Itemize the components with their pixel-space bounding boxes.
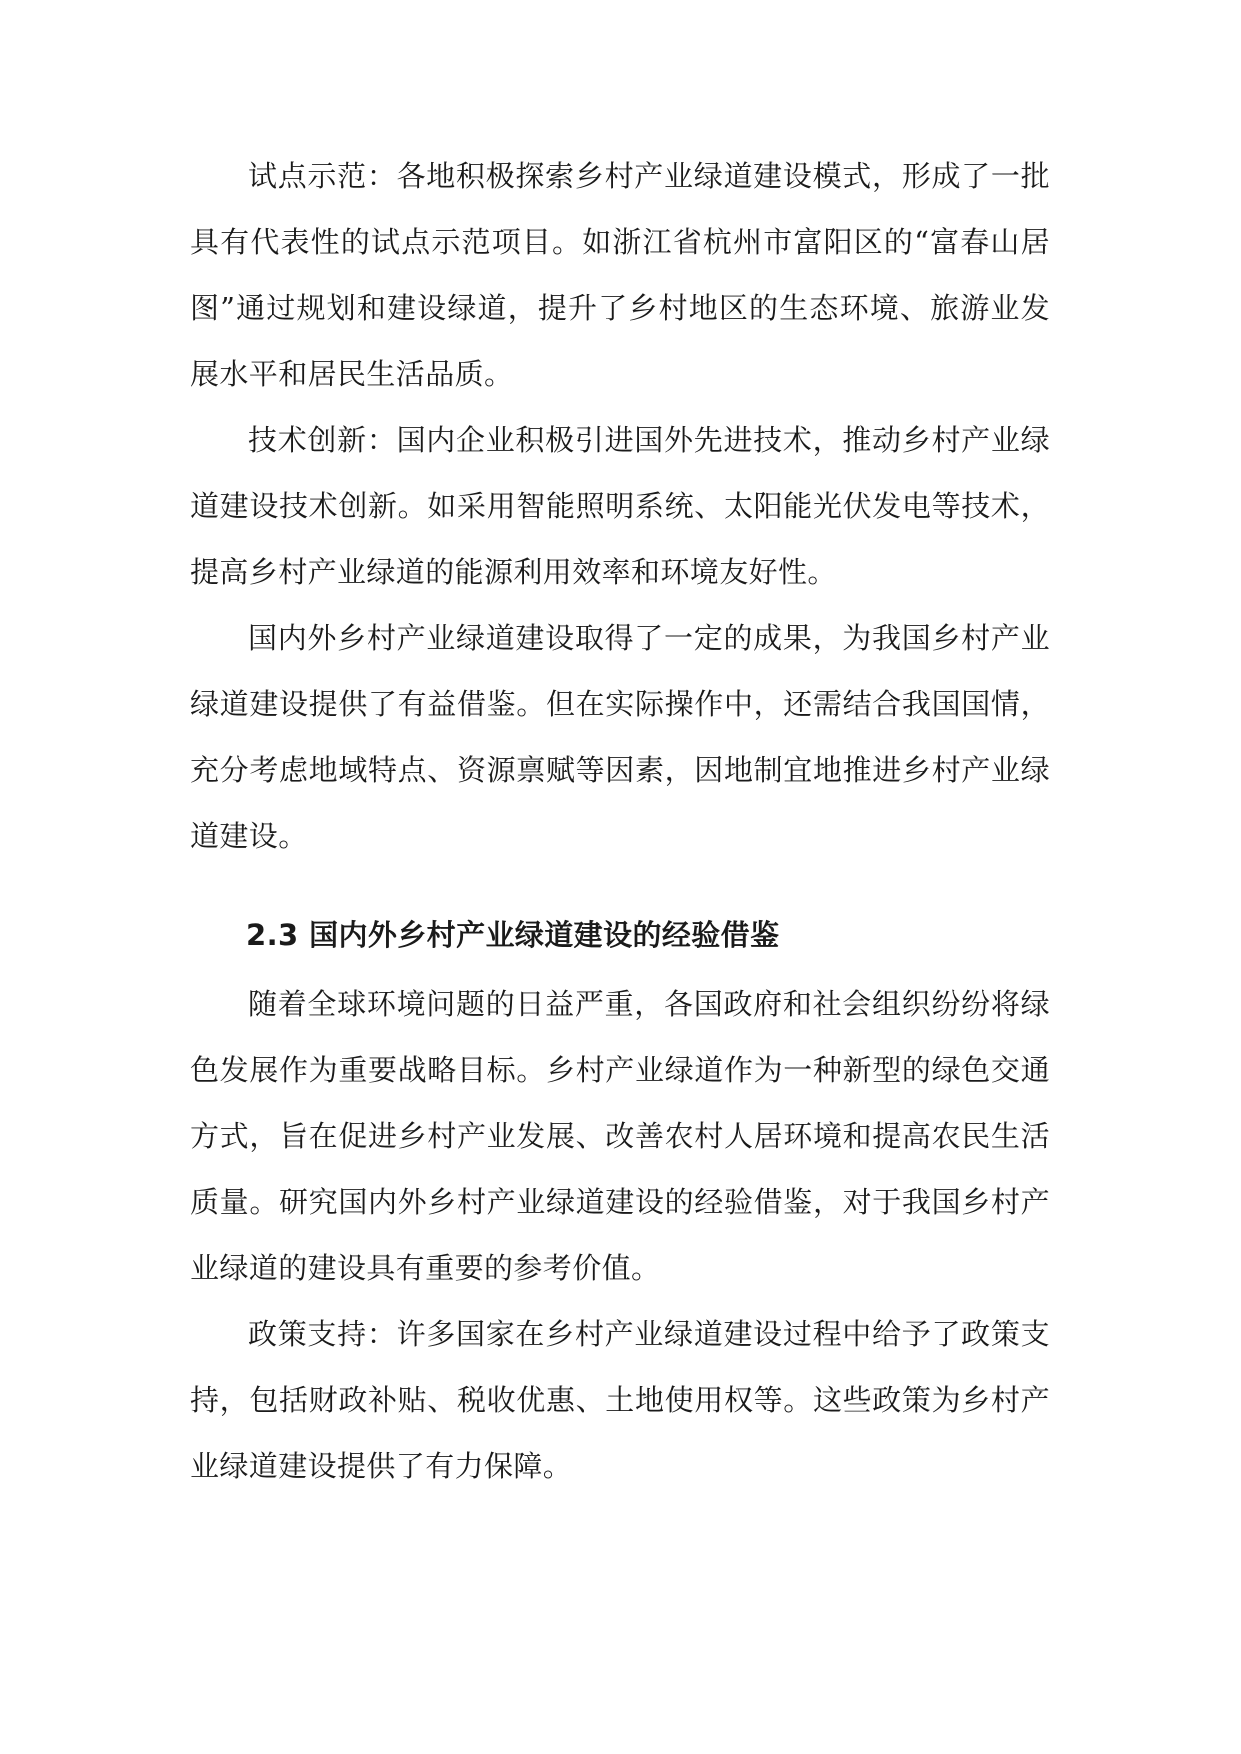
paragraph-pilot-demonstration: 试点示范：各地积极探索乡村产业绿道建设模式，形成了一批具有代表性的试点示范项目。如浙江省杭州市富阳区的“富春山居图”通过规划和建设绿道，提升了乡村地区的生态环境、旅游业发展水平和居民生活品质。 bbox=[190, 159, 1050, 391]
paragraph-policy-support: 政策支持：许多国家在乡村产业绿道建设过程中给予了政策支持，包括财政补贴、税收优惠、土地使用权等。这些政策为乡村产业绿道建设提供了有力保障。 bbox=[190, 1317, 1050, 1483]
section-heading: 2.3 国内外乡村产业绿道建设的经验借鉴 bbox=[246, 918, 780, 952]
paragraph-summary: 国内外乡村产业绿道建设取得了一定的成果，为我国乡村产业绿道建设提供了有益借鉴。但在实际操作中，还需结合我国国情，充分考虑地域特点、资源禀赋等因素，因地制宜地推进乡村产业绿道建设。 bbox=[190, 621, 1050, 853]
paragraph-technical-innovation: 技术创新：国内企业积极引进国外先进技术，推动乡村产业绿道建设技术创新。如采用智能照明系统、太阳能光伏发电等技术，提高乡村产业绿道的能源利用效率和环境友好性。 bbox=[190, 423, 1050, 589]
paragraph-global-context: 随着全球环境问题的日益严重，各国政府和社会组织纷纷将绿色发展作为重要战略目标。乡村产业绿道作为一种新型的绿色交通方式，旨在促进乡村产业发展、改善农村人居环境和提高农民生活质量。研究国内外乡村产业绿道建设的经验借鉴，对于我国乡村产业绿道的建设具有重要的参考价值。 bbox=[190, 987, 1050, 1285]
document-body bbox=[190, 143, 1050, 1499]
